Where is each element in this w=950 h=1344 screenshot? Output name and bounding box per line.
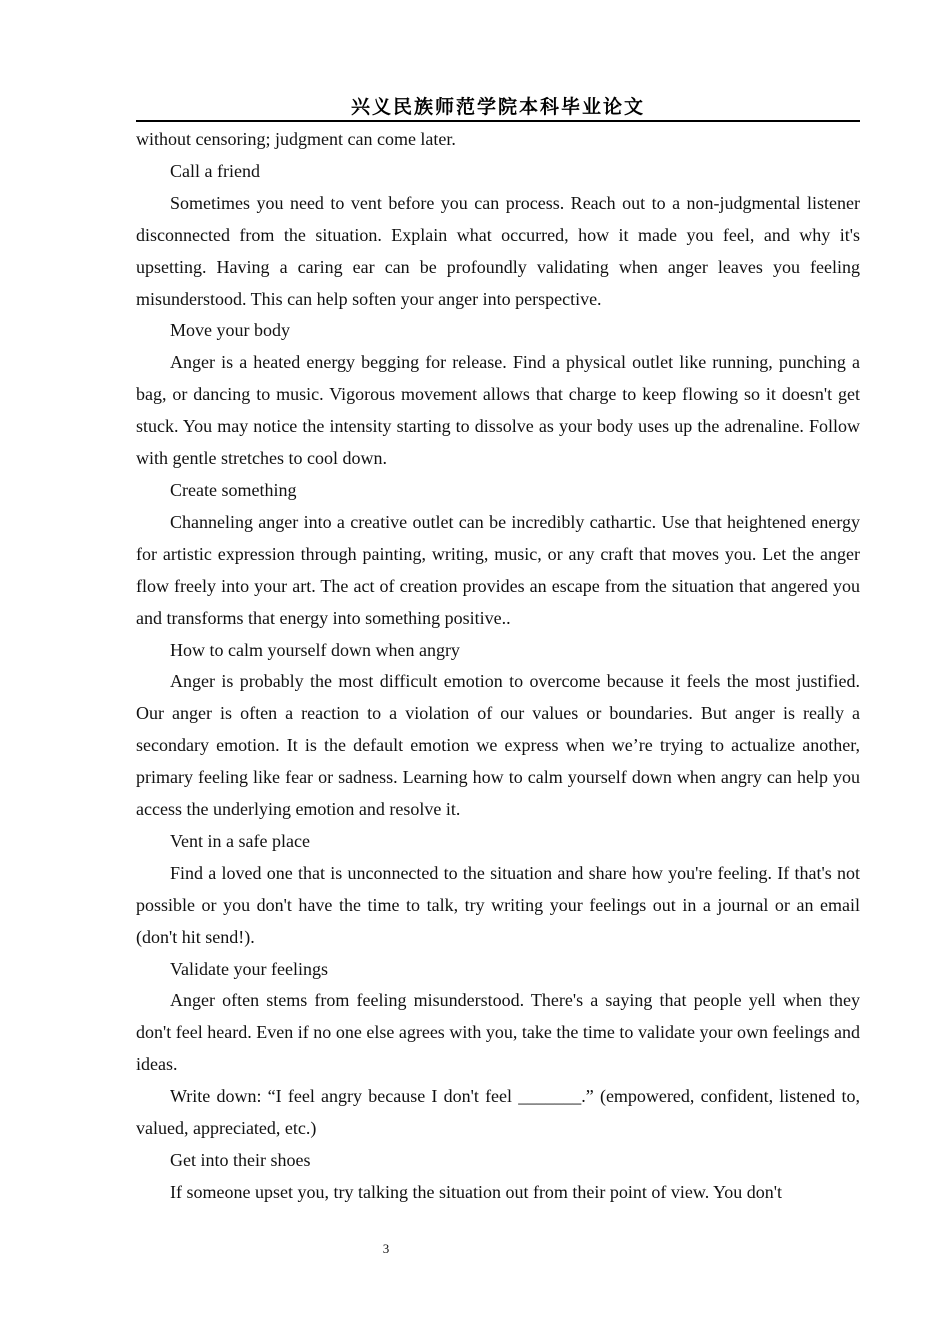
paragraph: If someone upset you, try talking the situation out from their point of view. You don't bbox=[170, 1181, 783, 1202]
page-number: 3 bbox=[382, 1241, 390, 1256]
section-heading: Get into their shoes bbox=[170, 1150, 311, 1170]
paragraph: Anger is a heated energy begging for release. Find a physical outlet like running, punching a bag, or dancing to music. Vigorous movement allows that charge to keep flowing so it doesn't get stuck. You may notice the intensity starting to dissolve as your body uses up the adrenaline. Follow with gentle stretches to cool down. bbox=[136, 352, 860, 469]
section-heading: Move your body bbox=[170, 320, 290, 341]
paragraph: Anger is probably the most difficult emotion to overcome because it feels the most justified. Our anger is often a reaction to a violation of our values or boundaries. But anger is really a secondary emotion. It is the default emotion we express when we’re trying to actualize another, primary feeling like fear or sadness. Learning how to calm yourself down when angry can help you access the underlying emotion and resolve it. bbox=[136, 671, 860, 820]
section-heading: Vent in a safe place bbox=[170, 830, 310, 851]
running-header: 兴义民族师范学院本科毕业论文 bbox=[136, 94, 860, 122]
section-heading: Create something bbox=[170, 479, 297, 500]
paragraph: Channeling anger into a creative outlet can be incredibly cathartic. Use that heightened energy for artistic expression through painting, writing, music, or any craft that moves you. Let the anger flow freely into your art. The act of creation provides an escape from the situation that angered you and transforms that energy into something positive.. bbox=[136, 511, 860, 628]
section-heading: How to calm yourself down when angry bbox=[170, 639, 460, 660]
paragraph: Sometimes you need to vent before you can process. Reach out to a non-judgmental listener disconnected from the situation. Explain what occurred, how it made you feel, and why it's upsetting. Having a caring ear can be profoundly validating when anger leaves you feeling misunderstood. This can help soften your anger into perspective. bbox=[136, 192, 860, 309]
body-text bbox=[136, 124, 860, 1209]
paragraph-continuation: without censoring; judgment can come later. bbox=[136, 129, 456, 149]
section-heading: Validate your feelings bbox=[170, 958, 328, 979]
paragraph: Anger often stems from feeling misunderstood. There's a saying that people yell when they don't feel heard. Even if no one else agrees with you, take the time to validate your own feelings and ideas. bbox=[136, 990, 860, 1075]
section-heading: Call a friend bbox=[170, 160, 260, 181]
paragraph: Find a loved one that is unconnected to the situation and share how you're feeling. If that's not possible or you don't have the time to talk, try writing your feelings out in a journal or an email (don't hit send!). bbox=[136, 862, 860, 947]
paragraph: Write down: “I feel angry because I don't feel _______.” (empowered, confident, listened to, valued, appreciated, etc.) bbox=[136, 1086, 860, 1139]
